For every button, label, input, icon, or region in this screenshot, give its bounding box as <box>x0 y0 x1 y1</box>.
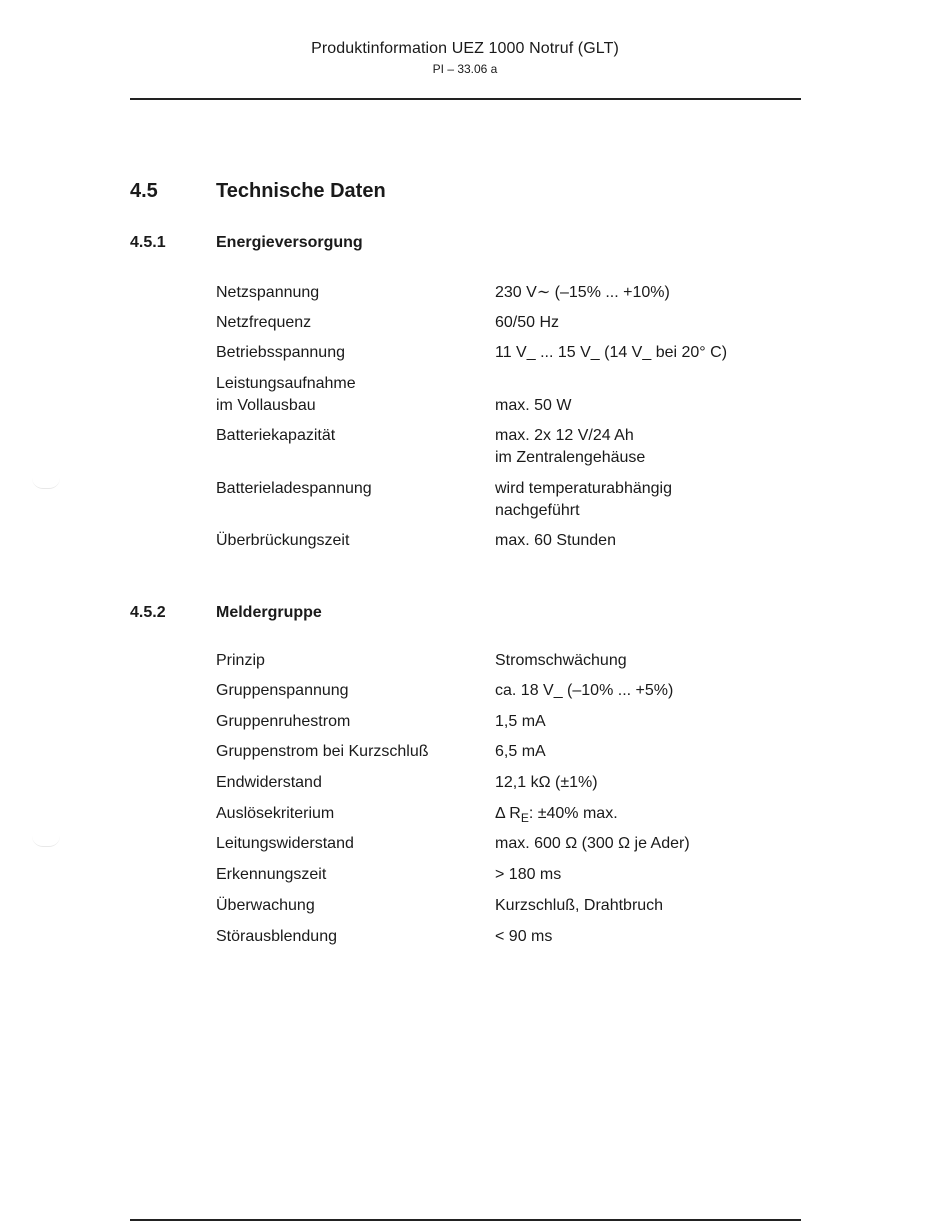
spec-value: > 180 ms <box>495 866 562 883</box>
spec-label-line: im Vollausbau <box>216 397 316 414</box>
spec-label: Endwiderstand <box>216 774 322 791</box>
spec-value: max. 600 Ω (300 Ω je Ader) <box>495 835 690 852</box>
spec-value: Kurzschluß, Drahtbruch <box>495 897 664 914</box>
spec-label: Gruppenruhestrom <box>216 713 351 730</box>
spec-value <box>495 803 795 829</box>
spec-label: Batteriekapazität <box>216 427 336 444</box>
punch-hole-mark <box>32 478 60 489</box>
spec-value: 12,1 kΩ (±1%) <box>495 774 598 791</box>
section-number: 4.5 <box>130 180 158 202</box>
spec-value-line: nachgeführt <box>495 502 580 519</box>
spec-value: 11 V_ ... 15 V_ (14 V_ bei 20° C) <box>495 344 728 361</box>
spec-value: 1,5 mA <box>495 713 546 730</box>
spec-value: < 90 ms <box>495 928 553 945</box>
punch-hole-mark <box>32 836 60 847</box>
spec-label: Leitungswiderstand <box>216 835 354 852</box>
spec-value-line: wird temperaturabhängig <box>495 480 672 497</box>
subsection-number: 4.5.1 <box>130 234 166 251</box>
spec-label: Erkennungszeit <box>216 866 327 883</box>
spec-value: Stromschwächung <box>495 652 627 669</box>
spec-label: Auslösekriterium <box>216 805 335 822</box>
footer-divider <box>130 1219 801 1221</box>
spec-label: Batterieladespannung <box>216 480 372 497</box>
section-title: Technische Daten <box>216 180 386 202</box>
spec-value <box>495 425 795 469</box>
spec-label: Gruppenspannung <box>216 682 349 699</box>
header-divider <box>130 98 801 100</box>
spec-label-line: Leistungsaufnahme <box>216 375 356 392</box>
spec-value-subscript: E <box>520 811 529 826</box>
spec-value: 60/50 Hz <box>495 314 560 331</box>
spec-label: Überbrückungszeit <box>216 532 350 549</box>
spec-value-line: max. 2x 12 V/24 Ah <box>495 427 634 444</box>
document-title: Produktinformation UEZ 1000 Notruf (GLT) <box>311 40 619 57</box>
spec-label: Gruppenstrom bei Kurzschluß <box>216 743 429 760</box>
spec-value: max. 50 W <box>495 397 572 414</box>
page-header <box>0 40 930 76</box>
spec-value-part: Δ R <box>495 805 521 822</box>
document-number: PI – 33.06 a <box>432 62 498 76</box>
spec-value <box>495 478 795 522</box>
spec-label: Überwachung <box>216 897 315 914</box>
spec-label: Netzspannung <box>216 284 320 301</box>
subsection-number: 4.5.2 <box>130 604 166 621</box>
spec-label: Störausblendung <box>216 928 337 945</box>
spec-value: 230 V∼ (–15% ... +10%) <box>495 284 670 301</box>
subsection-title: Energieversorgung <box>216 234 363 251</box>
spec-value: max. 60 Stunden <box>495 532 616 549</box>
spec-label <box>216 373 486 417</box>
spec-value-part: : ±40% max. <box>528 805 618 822</box>
subsection-title: Meldergruppe <box>216 604 322 621</box>
spec-label: Betriebsspannung <box>216 344 345 361</box>
spec-value: 6,5 mA <box>495 743 546 760</box>
spec-value: ca. 18 V_ (–10% ... +5%) <box>495 682 674 699</box>
spec-label: Prinzip <box>216 652 265 669</box>
spec-label: Netzfrequenz <box>216 314 312 331</box>
spec-value-line: im Zentralengehäuse <box>495 449 646 466</box>
